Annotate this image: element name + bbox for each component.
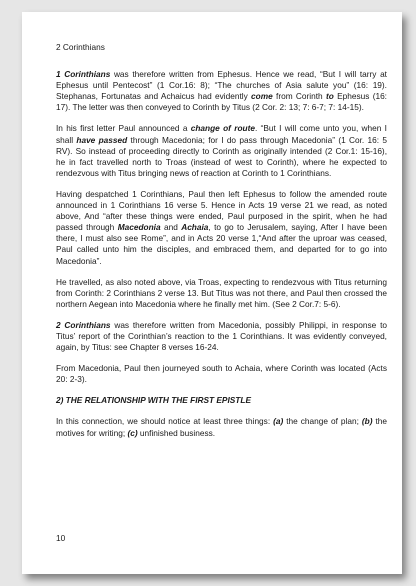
paragraph-5: [56, 320, 387, 353]
paragraph-text: the change of plan;: [283, 416, 362, 427]
emphasis-to: to: [325, 91, 334, 102]
section-heading: 2) THE RELATIONSHIP WITH THE FIRST EPISTLE: [56, 395, 251, 406]
paragraph-text: the motives for writing;: [56, 416, 387, 438]
paragraph-4: He travelled, as also noted above, via Troas, expecting to rendezvous with Titus returning from Corinth: 2 Corinthians 2 verse 13. But Titus was not there, and Paul then crossed the northern Aegean into Macedonia where he finally met him. (See 2 Cor.7: 5-6).: [56, 276, 387, 309]
emphasis-change-of-route: change of route: [190, 123, 255, 134]
running-header: 2 Corinthians: [56, 42, 105, 52]
book-title-emphasis: 1 Corinthians: [56, 69, 111, 80]
list-marker-a: (a): [273, 416, 284, 427]
paragraph-text: Ephesus (16: 17). The letter was then conveyed to Corinth by Titus (2 Cor. 2: 13; 7: 6-7; 7: 14-15).: [56, 91, 387, 113]
emphasis-have-passed: have passed: [76, 134, 128, 145]
emphasis-achaia: Achaia: [181, 222, 209, 233]
list-marker-b: (b): [361, 416, 373, 427]
emphasis-come: come: [251, 91, 273, 102]
paragraph-text: was therefore written from Ephesus. Hence we read, “But I will tarry at Ephesus until Pentecost” (1 Cor.16: 8); “The churches of Asia salute you” (16: 19). Stephanas, Fortunatas and Achaicus had evidently: [56, 69, 387, 102]
paragraph-text: through Macedonia; for I do pass through Macedonia” (1 Cor. 16: 5 RV). So instead of proceeding directly to Corinth as originally intended (2 Cor.1: 15-16), he in fact travelled north to Troas (instead of west to Corinth), where he expected to rendezvous with Titus bringing news of reaction at Corinth to 1 Corinthians.: [56, 134, 388, 178]
paragraph-2: [56, 123, 387, 178]
emphasis-macedonia: Macedonia: [117, 222, 161, 233]
paragraph-text: In his first letter Paul announced a: [56, 123, 191, 134]
paragraph-text: Having despatched 1 Corinthians, Paul then left Ephesus to follow the amended route announced in 1 Corinthians 16 verse 5. Hence in Acts 19 verse 21 we read, as noted above, And “after these things were ended, Paul purposed in the spirit, when he had passed through: [56, 188, 387, 233]
paragraph-text: In this connection, we should notice at least three things:: [56, 416, 274, 427]
paragraph-text: was therefore written from Macedonia, possibly Philippi, in response to Titus’ report of the Corinthian’s reaction to the 1 Corinthians. It was evidently conveyed, again, by Titus: see Chapter 8 verses 16-24.: [56, 319, 387, 353]
paragraph-text: unfinished business.: [137, 427, 216, 438]
page-number: 10: [56, 533, 66, 543]
paragraph-1: [56, 69, 387, 113]
paragraph-text: from Corinth: [272, 91, 326, 102]
list-marker-c: (c): [127, 427, 138, 438]
paragraph-3: [56, 189, 387, 267]
book-title-emphasis: 2 Corinthians: [56, 319, 111, 330]
paragraph-7: [56, 416, 387, 438]
book-page: [22, 12, 402, 574]
paragraph-text: , to go to Jerusalem, saying, After I have been there, I must also see Rome”, and in Acts 20 verse 1,“And after the uproar was ceased, Paul called unto him the disciples, and embraced them, and departed for to go into Macedonia”.: [56, 222, 387, 266]
paragraph-6: From Macedonia, Paul then journeyed south to Achaia, where Corinth was located (Acts 20: 2-3).: [56, 363, 387, 385]
page-content: [56, 42, 387, 449]
paragraph-text: . “But I will come unto you, when I shall: [56, 123, 387, 145]
paragraph-text: and: [160, 222, 182, 233]
